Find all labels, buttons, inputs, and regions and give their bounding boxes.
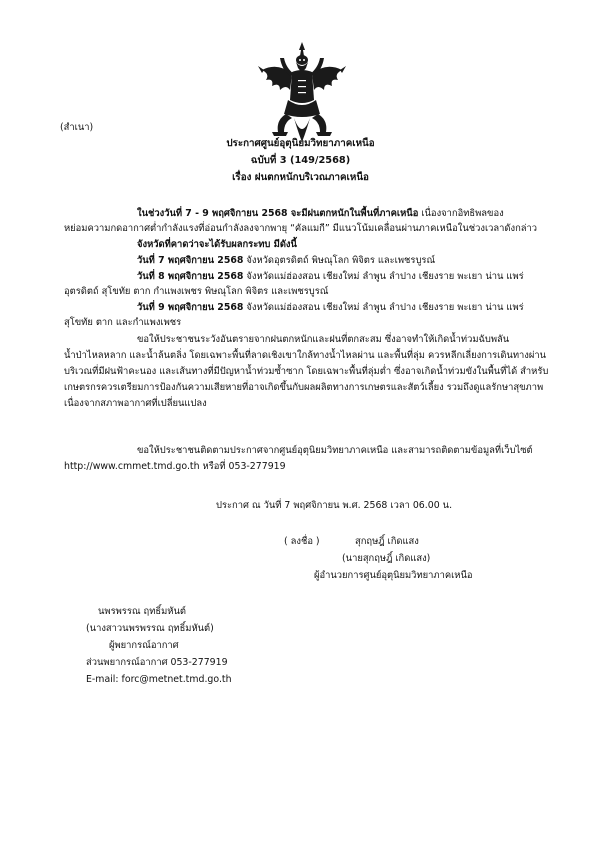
intro-line-1: [137, 207, 504, 220]
day-provinces: จังหวัดอุตรดิตถ์ พิษณุโลก พิจิตร และเพชรบูรณ์: [243, 255, 436, 266]
forecaster-name: นพรพรรณ ฤทธิ์มหันต์: [98, 606, 186, 617]
warning-line: เนื่องจากสภาพอากาศที่เปลี่ยนแปลง: [64, 398, 207, 409]
warning-line: บริเวณที่มีฝนฟ้าคะนอง และเส้นทางที่มีปัญหาน้ำท่วมซ้ำซาก โดยเฉพาะพื้นที่ลุ่มต่ำ ซึ่งอาจเกิดน้ำท่วมขังในพื้นที่ได้ สำหรับ: [64, 366, 549, 377]
sign-label: ( ลงชื่อ ): [284, 536, 320, 547]
day-provinces-continued: อุตรดิตถ์ สุโขทัย ตาก กำแพงเพชร พิษณุโลก พิจิตร และเพชรบูรณ์: [64, 286, 329, 297]
warning-line: น้ำป่าไหลหลาก และน้ำล้นตลิ่ง โดยเฉพาะพื้นที่ลาดเชิงเขาใกล้ทางน้ำไหลผ่าน และพื้นที่ลุ่ม ควรหลีกเลี่ยงการเดินทางผ่าน: [64, 350, 547, 361]
signer-position: ผู้อำนวยการศูนย์อุตุนิยมวิทยาภาคเหนือ: [314, 570, 473, 581]
forecaster-email: E-mail: forc@metnet.tmd.go.th: [86, 674, 232, 685]
signed-name: สุกฤษฎิ์ เกิดแสง: [355, 536, 419, 547]
provinces-heading: จังหวัดที่คาดว่าจะได้รับผลกระทบ มีดังนี้: [137, 239, 297, 250]
announcement-title: ประกาศศูนย์อุตุนิยมวิทยาภาคเหนือ: [226, 138, 375, 149]
day-provinces: จังหวัดแม่ฮ่องสอน เชียงใหม่ ลำพูน ลำปาง เชียงราย พะเยา น่าน แพร่: [243, 271, 524, 282]
intro-highlight: ในช่วงวันที่ 7 - 9 พฤศจิกายน 2568 จะมีฝนตกหนักในพื้นที่ภาคเหนือ: [137, 208, 419, 219]
follow-website: http://www.cmmet.tmd.go.th หรือที่ 053-277919: [64, 461, 286, 472]
announced-date: ประกาศ ณ วันที่ 7 พฤศจิกายน พ.ศ. 2568 เวลา 06.00 น.: [216, 500, 453, 511]
forecast-unit: ส่วนพยากรณ์อากาศ 053-277919: [86, 657, 228, 668]
warning-line: ขอให้ประชาชนระวังอันตรายจากฝนตกหนักและฝนที่ตกสะสม ซึ่งอาจทำให้เกิดน้ำท่วมฉับพลัน: [137, 334, 510, 345]
forecaster-role: ผู้พยากรณ์อากาศ: [109, 640, 179, 651]
announcement-subject: เรื่อง ฝนตกหนักบริเวณภาคเหนือ: [232, 172, 369, 183]
forecaster-full-name: (นางสาวนพรพรรณ ฤทธิ์มหันต์): [86, 623, 214, 634]
issue-number: ฉบับที่ 3 (149/2568): [250, 155, 351, 166]
day-provinces: จังหวัดแม่ฮ่องสอน เชียงใหม่ ลำพูน ลำปาง เชียงราย พะเยา น่าน แพร่: [243, 302, 524, 313]
day-entry: [137, 301, 524, 314]
copy-label: (สำเนา): [60, 122, 94, 133]
intro-line-2: หย่อมความกดอากาศต่ำกำลังแรงที่อ่อนกำลังลงจากพายุ “คัลแมกี” มีแนวโน้มเคลื่อนผ่านภาคเหนือในช่วงเวลาดังกล่าว: [64, 223, 538, 234]
follow-line-1: ขอให้ประชาชนติดตามประกาศจากศูนย์อุตุนิยมวิทยาภาคเหนือ และสามารถติดตามข้อมูลที่เว็บไซต์: [137, 445, 533, 456]
warning-line: เกษตรกรควรเตรียมการป้องกันความเสียหายที่อาจเกิดขึ้นกับผลผลิตทางการเกษตรและสัตว์เลี้ยง รวมถึงดูแลรักษาสุขภาพ: [64, 382, 544, 393]
signer-full-name: (นายสุกฤษฎิ์ เกิดแสง): [342, 553, 431, 564]
intro-line-1-rest: เนื่องจากอิทธิพลของ: [418, 208, 504, 219]
garuda-emblem-icon: [256, 40, 348, 146]
day-provinces-continued: สุโขทัย ตาก และกำแพงเพชร: [64, 317, 182, 328]
day-date: วันที่ 9 พฤศจิกายน 2568: [137, 302, 244, 313]
day-date: วันที่ 8 พฤศจิกายน 2568: [137, 271, 244, 282]
day-entry: [137, 270, 524, 283]
day-date: วันที่ 7 พฤศจิกายน 2568: [137, 255, 244, 266]
day-entry: [137, 254, 435, 267]
